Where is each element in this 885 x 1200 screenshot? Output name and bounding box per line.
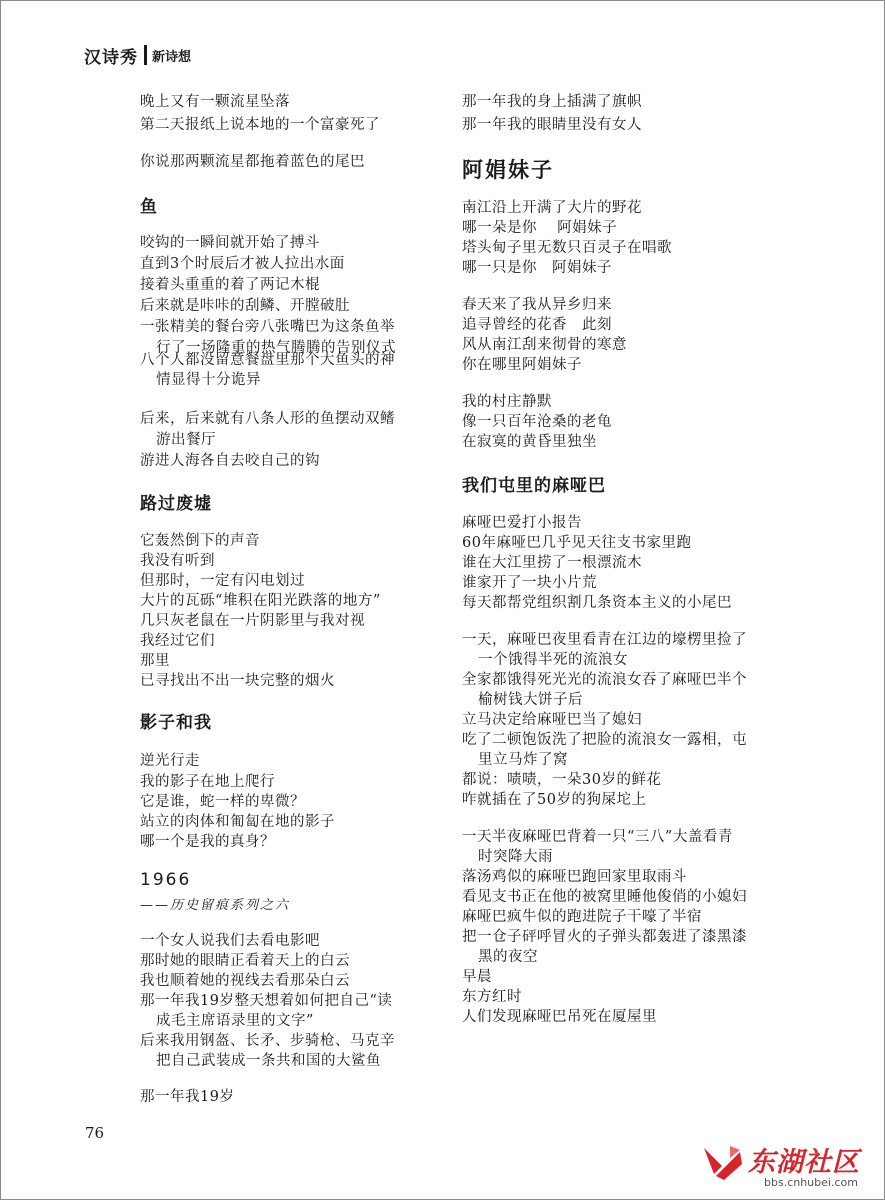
poem-line: 麻哑巴疯牛似的跑进院子干嚎了半宿 <box>462 909 702 925</box>
poem-line: 它轰然倒下的声音 <box>140 533 260 549</box>
poem-line: 春天来了我从异乡归来 <box>462 297 612 313</box>
poem-line: 后来就是咔咔的刮鳞、开膛破肚 <box>140 298 350 314</box>
poem-line: 后来，后来就有八条人形的鱼摆动双鳍 <box>140 411 395 427</box>
poem-line: 咋就插在了50岁的狗屎坨上 <box>462 792 647 808</box>
poem-line: 后来我用钢盔、长矛、步骑枪、马克辛 <box>140 1033 395 1049</box>
poem-line: 咬钩的一瞬间就开始了搏斗 <box>140 235 320 251</box>
poem-line: 游进人海各自去咬自己的钩 <box>140 453 320 469</box>
running-header <box>84 44 191 66</box>
poem-line: 哪一个是我的真身？ <box>140 834 275 850</box>
header-divider <box>144 45 147 65</box>
poem-line: 哪一朵是你 阿娟妹子 <box>462 220 618 236</box>
poem-title-fish: 鱼 <box>140 197 158 217</box>
poem-line: 看见支书正在他的被窝里睡他俊俏的小媳妇 <box>462 889 747 905</box>
poem-line: 里立马炸了窝 <box>478 752 568 768</box>
poem-line: 晚上又有一颗流星坠落 <box>140 94 290 110</box>
poem-line: 谁家开了一块小片荒 <box>462 575 597 591</box>
poem-line: 每天都帮党组织割几条资本主义的小尾巴 <box>462 595 732 611</box>
poem-line: 你在哪里阿娟妹子 <box>462 357 582 373</box>
poem-line: 行了一场隆重的热气腾腾的告别仪式 <box>156 340 396 356</box>
poem-line: 第二天报纸上说本地的一个富豪死了 <box>140 117 380 133</box>
poem-line: 我的村庄静默 <box>462 394 552 410</box>
poem-line: 八个人都没留意餐盘里那个大鱼头的神 <box>140 352 395 368</box>
poem-line: 把自己武装成一条共和国的大鲨鱼 <box>156 1053 381 1069</box>
poem-line: 在寂寞的黄昏里独坐 <box>462 434 597 450</box>
poem-line: 但那时，一定有闪电划过 <box>140 573 305 589</box>
poem-line: 东方红时 <box>462 989 522 1005</box>
poem-subtitle-1966: ——历史留痕系列之六 <box>140 898 291 913</box>
poem-line: 那一年我19岁整天想着如何把自己“读 <box>140 993 393 1009</box>
poem-line: 一天，麻哑巴夜里看青在江边的壕楞里捡了 <box>462 632 747 648</box>
poem-line: 时突降大雨 <box>478 849 553 865</box>
poem-line: 落汤鸡似的麻哑巴跑回家里取雨斗 <box>462 869 687 885</box>
poem-title-ruins: 路过废墟 <box>140 494 212 514</box>
poem-line: 那里 <box>140 653 170 669</box>
poem-line: 接着头重重的着了两记木棍 <box>140 277 320 293</box>
poem-line: 一张精美的餐台旁八张嘴巴为这条鱼举 <box>140 319 395 335</box>
poem-title-ajuan: 阿娟妹子 <box>462 158 554 182</box>
poem-line: 那一年我的眼睛里没有女人 <box>462 117 642 133</box>
poem-line: 一个女人说我们去看电影吧 <box>140 933 320 949</box>
watermark <box>700 1138 880 1194</box>
poem-line: 像一只百年沧桑的老龟 <box>462 414 612 430</box>
poem-line: 几只灰老鼠在一片阴影里与我对视 <box>140 613 365 629</box>
poem-line: 那一年我19岁 <box>140 1089 235 1105</box>
poem-line: 一天半夜麻哑巴背着一只“三八”大盖看青 <box>462 829 733 845</box>
poem-line: 麻哑巴爱打小报告 <box>462 515 582 531</box>
poem-line: 把一仓子砰呼冒火的子弹头都轰进了漆黑漆 <box>462 929 747 945</box>
poem-line: 风从南江刮来彻骨的寒意 <box>462 337 627 353</box>
poem-line: 早晨 <box>462 969 492 985</box>
poem-line: 吃了二顿饱饭洗了把脸的流浪女一露相，屯 <box>462 732 747 748</box>
header-author: 汉诗秀 <box>84 47 138 68</box>
poem-line: 立马决定给麻哑巴当了媳妇 <box>462 712 642 728</box>
poem-line: 一个饿得半死的流浪女 <box>478 652 628 668</box>
header-section: 新诗想 <box>152 49 192 65</box>
poem-line: 榆树钱大饼子后 <box>478 692 583 708</box>
poem-line: 已寻找出不出一块完整的烟火 <box>140 673 335 689</box>
poem-line: 谁在大江里捞了一根漂流木 <box>462 555 642 571</box>
poem-line: 塔头甸子里无数只百灵子在唱歌 <box>462 240 672 256</box>
poem-title-mute: 我们屯里的麻哑巴 <box>462 476 606 496</box>
poem-line: 成毛主席语录里的文字” <box>156 1013 314 1029</box>
poem-line: 情显得十分诡异 <box>156 372 261 388</box>
poem-title-shadow: 影子和我 <box>140 713 212 733</box>
poem-line: 大片的瓦砾“堆积在阳光跌落的地方” <box>140 593 381 609</box>
poem-title-1966: 1966 <box>140 870 192 890</box>
poem-line: 追寻曾经的花香 此刻 <box>462 317 612 333</box>
poem-line: 南江沿上开满了大片的野花 <box>462 200 642 216</box>
poem-line: 全家都饿得死光光的流浪女吞了麻哑巴半个 <box>462 672 747 688</box>
poem-line: 我没有听到 <box>140 553 215 569</box>
poem-line: 我也顺着她的视线去看那朵白云 <box>140 973 350 989</box>
poem-line: 我的影子在地上爬行 <box>140 774 275 790</box>
poem-line: 游出餐厅 <box>156 432 216 448</box>
watermark-logo-icon <box>700 1142 746 1182</box>
poem-line: 人们发现麻哑巴吊死在厦屋里 <box>462 1009 657 1025</box>
poem-line: 我经过它们 <box>140 633 215 649</box>
watermark-url: bbs.cnhubei.com <box>764 1176 858 1189</box>
poem-line: 它是谁，蛇一样的卑微？ <box>140 794 305 810</box>
watermark-name: 东湖社区 <box>748 1147 860 1178</box>
poem-line: 直到3个时辰后才被人拉出水面 <box>140 256 345 272</box>
page-number: 76 <box>85 1124 105 1142</box>
poem-line: 哪一只是你 阿娟妹子 <box>462 260 612 276</box>
poem-line: 逆光行走 <box>140 753 200 769</box>
poem-line: 黑的夜空 <box>478 949 538 965</box>
poem-line: 你说那两颗流星都拖着蓝色的尾巴 <box>140 154 365 170</box>
poem-line: 站立的肉体和匍匐在地的影子 <box>140 814 335 830</box>
poem-line: 那时她的眼睛正看着天上的白云 <box>140 953 350 969</box>
poem-line: 都说：啧啧，一朵30岁的鲜花 <box>462 772 662 788</box>
poem-line: 60年麻哑巴几乎见天往支书家里跑 <box>462 535 692 551</box>
poem-line: 那一年我的身上插满了旗帜 <box>462 94 642 110</box>
